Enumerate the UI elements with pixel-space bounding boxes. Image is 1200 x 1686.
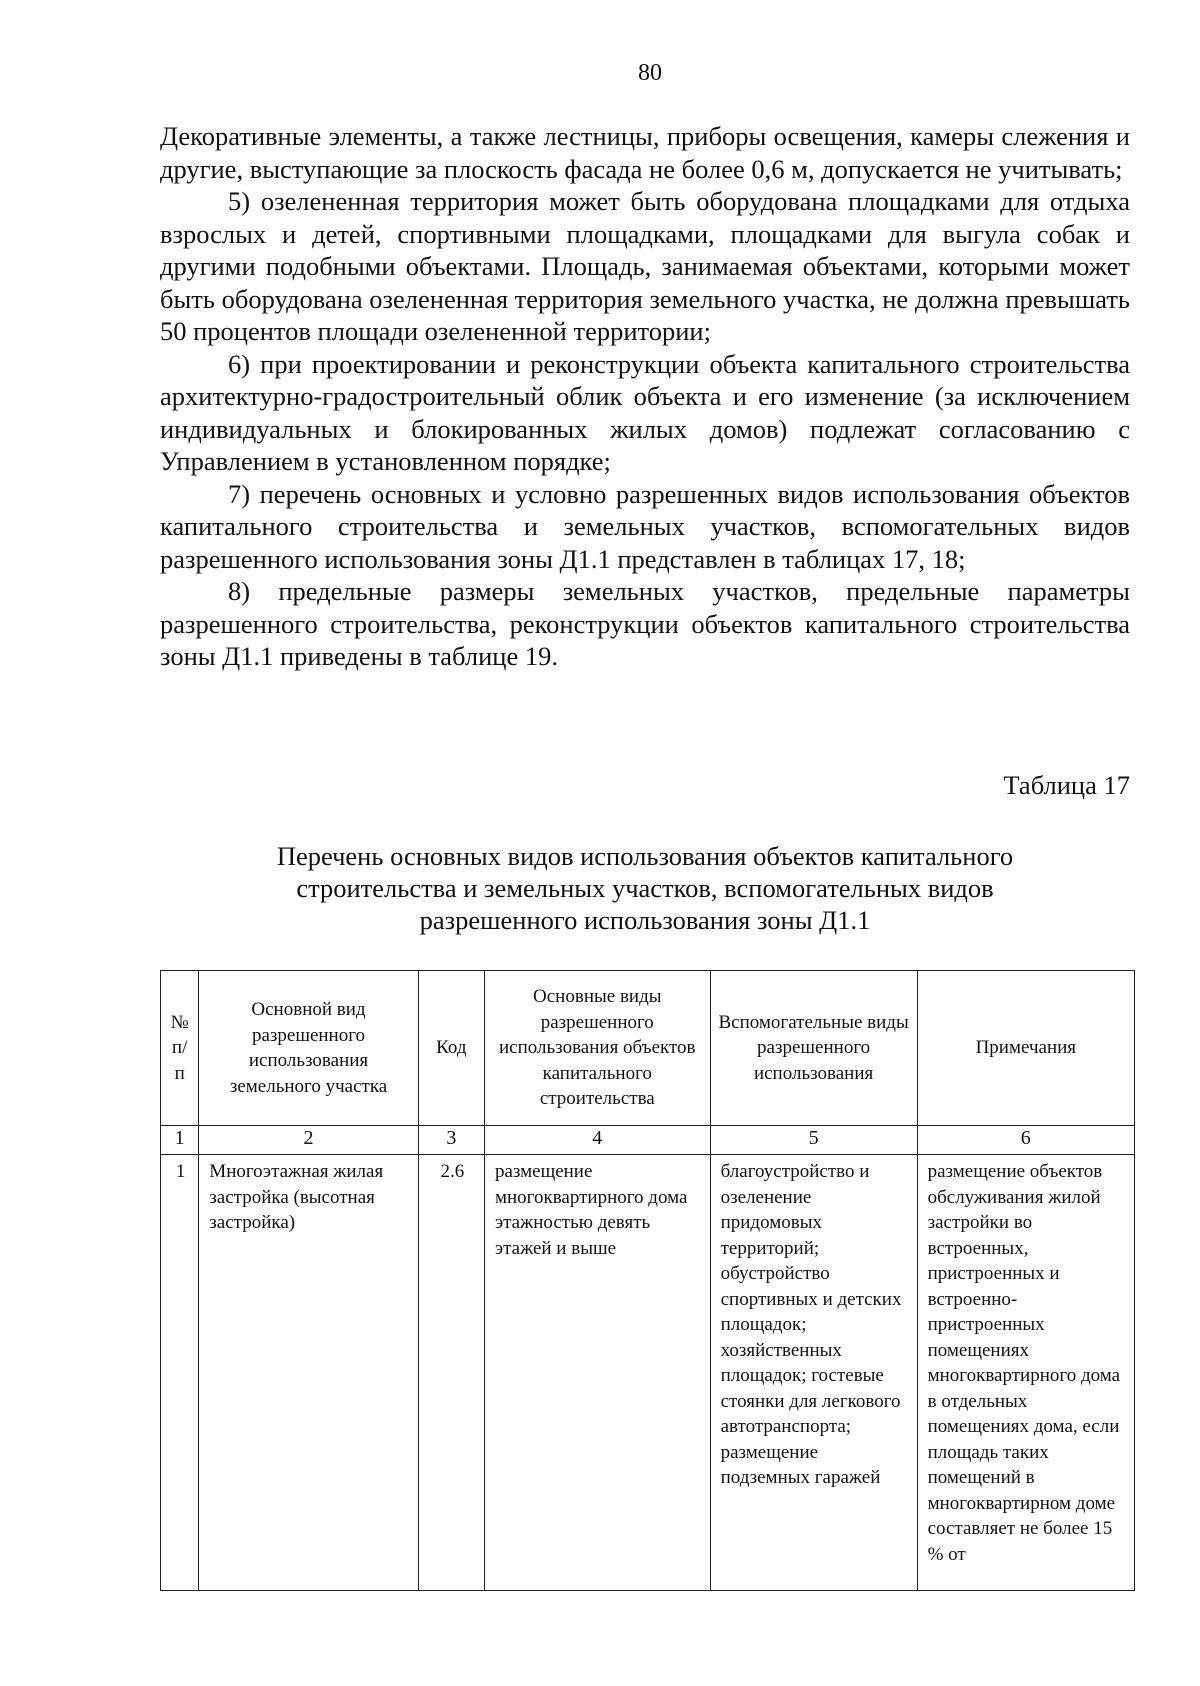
table-row — [161, 1155, 1135, 1591]
paragraph: 7) перечень основных и условно разрешенных видов использования объектов капитального строительства и земельных участков, вспомогательных видов разрешенного использования зоны Д1.1 представлен в таблицах 17, 18; — [160, 478, 1130, 574]
paragraph: 8) предельные размеры земельных участков, предельные параметры разрешенного строительства, реконструкции объектов капитального строительства зоны Д1.1 приведены в таблице 19. — [160, 576, 1130, 671]
header-code: Код — [418, 971, 484, 1126]
cell-auxiliary-use: благоустройство и озеленение придомовых территорий; обустройство спортивных и детских площадок; хозяйственных площадок; гостевые стоянки для легкового автотранспорта; размещение подземных гаражей — [710, 1155, 917, 1591]
column-number: 2 — [199, 1126, 418, 1155]
header-number: № п/п — [161, 971, 199, 1126]
header-capital-use: Основные виды разрешенного использования объектов капитального строительства — [484, 971, 710, 1126]
table-label: Таблица 17 — [1003, 770, 1130, 800]
header-notes: Примечания — [917, 971, 1134, 1126]
paragraph: 5) озелененная территория может быть оборудована площадками для отдыха взрослых и детей, спортивными площадками, площадками для выгула собак и другими подобными объектами. Площадь, занимаемая объектами, которыми может быть оборудована озелененная территория земельного участка, не должна превышать 50 процентов площади озелененной территории; — [160, 186, 1130, 346]
cell-code: 2.6 — [418, 1155, 484, 1591]
cell-main-use: Многоэтажная жилая застройка (высотная застройка) — [199, 1155, 418, 1591]
zone-use-table — [160, 970, 1135, 1591]
cell-number: 1 — [161, 1155, 199, 1591]
column-number: 5 — [710, 1126, 917, 1155]
table-title-line: Перечень основных видов использования объектов капитального — [276, 841, 1014, 871]
body-text — [160, 120, 1130, 673]
header-main-use: Основной вид разрешенного использования земельного участка — [199, 971, 418, 1126]
table-title-line: разрешенного использования зоны Д1.1 — [419, 905, 871, 935]
column-number: 4 — [484, 1126, 710, 1155]
column-number-row — [161, 1126, 1135, 1155]
column-number: 1 — [161, 1126, 199, 1155]
cell-notes: размещение объектов обслуживания жилой застройки во встроенных, пристроенных и встроенно-пристроенных помещениях многоквартирного дома в отдельных помещениях дома, если площадь таких помещений в многоквартирном доме составляет не более 15 % от — [917, 1155, 1134, 1591]
table-header-row — [161, 971, 1135, 1126]
paragraph: Декоративные элементы, а также лестницы, приборы освещения, камеры слежения и другие, выступающие за плоскость фасада не более 0,6 м, допускается не учитывать; — [160, 121, 1130, 184]
paragraph: 6) при проектировании и реконструкции объекта капитального строительства архитектурно-градостроительный облик объекта и его изменение (за исключением индивидуальных и блокированных жилых домов) подлежат согласованию с Управлением в установленном порядке; — [160, 348, 1130, 476]
table-title — [160, 840, 1130, 936]
column-number: 3 — [418, 1126, 484, 1155]
header-auxiliary-use: Вспомогательные виды разрешенного использования — [710, 971, 917, 1126]
column-number: 6 — [917, 1126, 1134, 1155]
table-title-line: строительства и земельных участков, вспомогательных видов — [296, 873, 994, 903]
page-number: 80 — [638, 60, 662, 86]
cell-capital-use: размещение многоквартирного дома этажностью девять этажей и выше — [484, 1155, 710, 1591]
